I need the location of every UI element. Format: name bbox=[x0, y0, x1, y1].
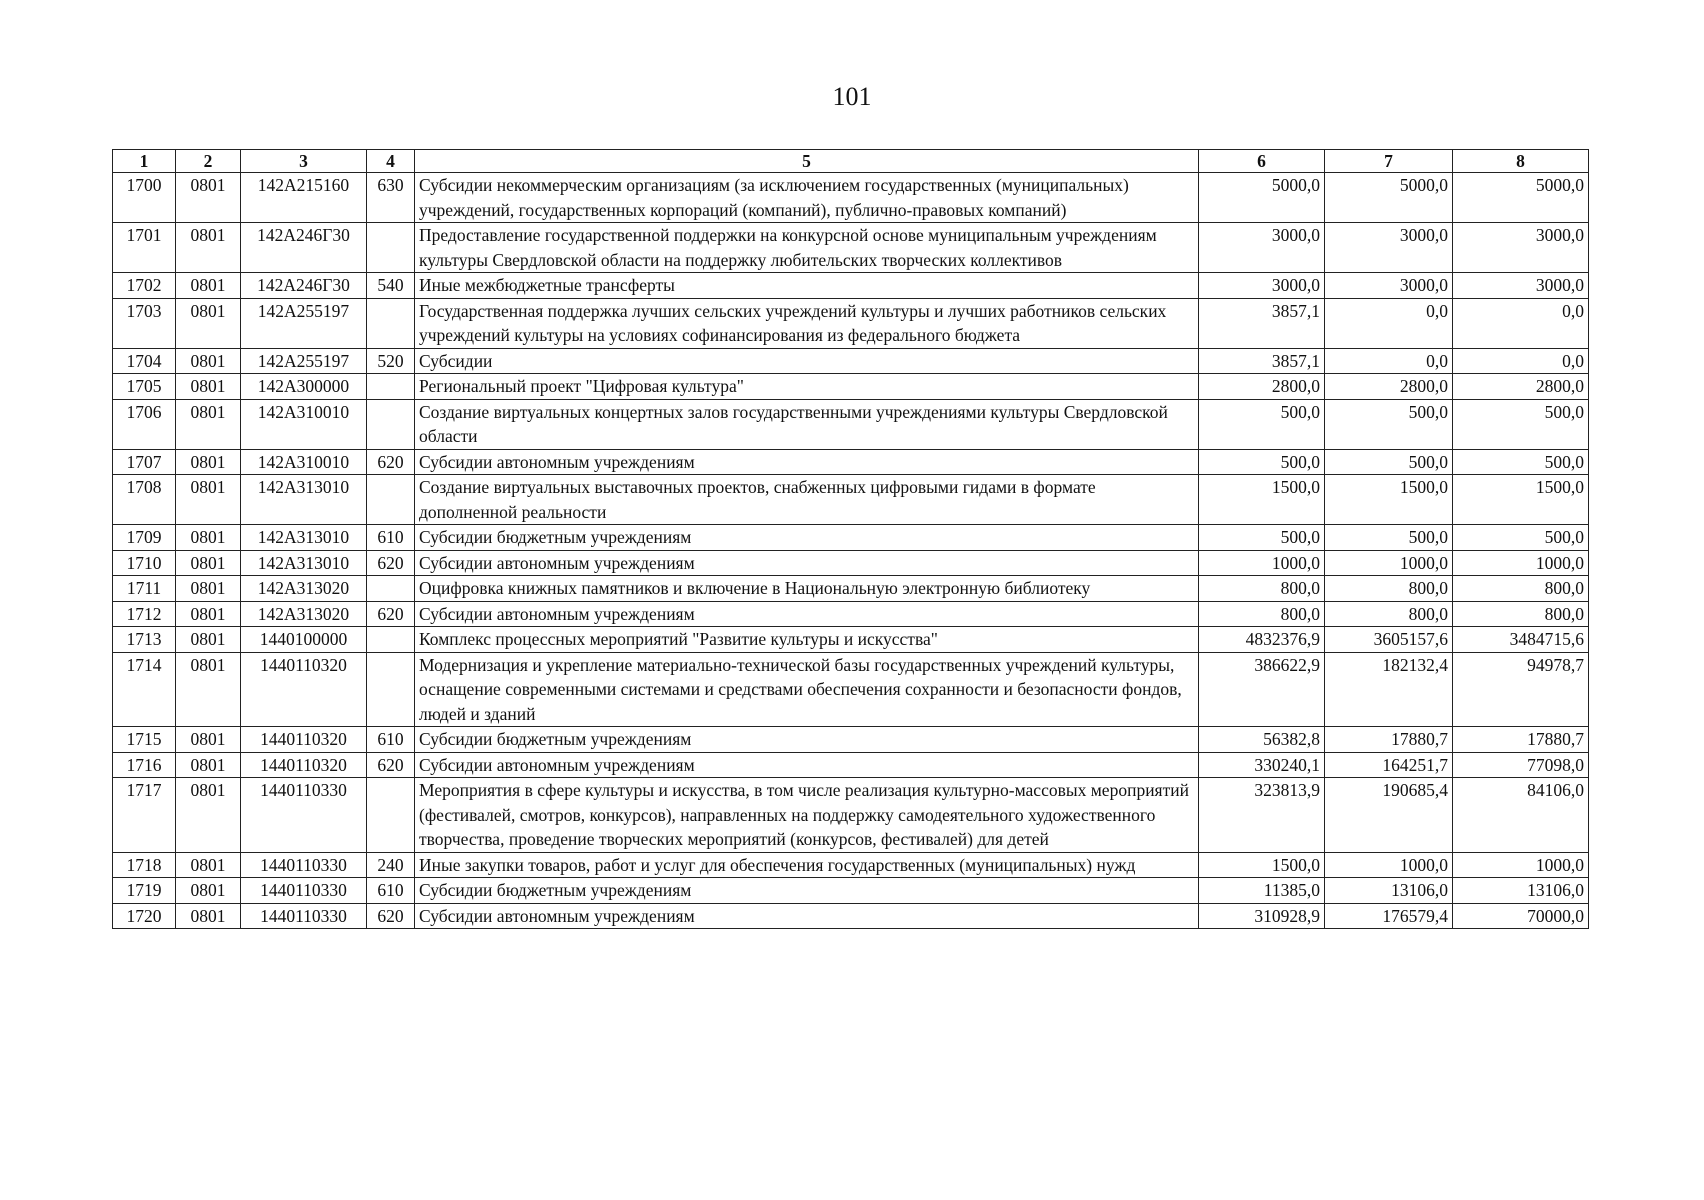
table-row bbox=[113, 601, 1589, 627]
description-cell: Иные межбюджетные трансферты bbox=[415, 273, 1199, 299]
column-header: 8 bbox=[1453, 150, 1589, 173]
description-cell: Субсидии автономным учреждениям bbox=[415, 903, 1199, 929]
expense-type-cell: 610 bbox=[367, 727, 415, 753]
table-row bbox=[113, 449, 1589, 475]
target-article-cell: 142A215160 bbox=[241, 173, 367, 223]
table-row bbox=[113, 399, 1589, 449]
target-article-cell: 142A310010 bbox=[241, 449, 367, 475]
amount-col8-cell: 500,0 bbox=[1453, 399, 1589, 449]
target-article-cell: 142A313010 bbox=[241, 525, 367, 551]
target-article-cell: 142A300000 bbox=[241, 374, 367, 400]
amount-col6-cell: 330240,1 bbox=[1199, 752, 1325, 778]
amount-col8-cell: 70000,0 bbox=[1453, 903, 1589, 929]
target-article-cell: 142A313020 bbox=[241, 576, 367, 602]
description-cell: Оцифровка книжных памятников и включение в Национальную электронную библиотеку bbox=[415, 576, 1199, 602]
expense-type-cell: 630 bbox=[367, 173, 415, 223]
expense-type-cell bbox=[367, 778, 415, 853]
table-row bbox=[113, 903, 1589, 929]
row-number-cell: 1718 bbox=[113, 852, 176, 878]
amount-col7-cell: 13106,0 bbox=[1325, 878, 1453, 904]
amount-col6-cell: 500,0 bbox=[1199, 449, 1325, 475]
table-row bbox=[113, 475, 1589, 525]
amount-col6-cell: 56382,8 bbox=[1199, 727, 1325, 753]
amount-col7-cell: 1000,0 bbox=[1325, 550, 1453, 576]
table-row bbox=[113, 778, 1589, 853]
expense-type-cell bbox=[367, 627, 415, 653]
expense-type-cell bbox=[367, 374, 415, 400]
section-code-cell: 0801 bbox=[176, 223, 241, 273]
description-cell: Субсидии bbox=[415, 348, 1199, 374]
row-number-cell: 1705 bbox=[113, 374, 176, 400]
amount-col7-cell: 1000,0 bbox=[1325, 852, 1453, 878]
section-code-cell: 0801 bbox=[176, 525, 241, 551]
amount-col6-cell: 310928,9 bbox=[1199, 903, 1325, 929]
target-article-cell: 142A310010 bbox=[241, 399, 367, 449]
column-header: 4 bbox=[367, 150, 415, 173]
description-cell: Комплекс процессных мероприятий "Развитие культуры и искусства" bbox=[415, 627, 1199, 653]
expense-type-cell bbox=[367, 223, 415, 273]
expense-type-cell: 520 bbox=[367, 348, 415, 374]
amount-col8-cell: 1000,0 bbox=[1453, 550, 1589, 576]
expense-type-cell: 540 bbox=[367, 273, 415, 299]
section-code-cell: 0801 bbox=[176, 273, 241, 299]
amount-col7-cell: 164251,7 bbox=[1325, 752, 1453, 778]
column-header: 7 bbox=[1325, 150, 1453, 173]
expense-type-cell: 620 bbox=[367, 903, 415, 929]
amount-col6-cell: 3000,0 bbox=[1199, 273, 1325, 299]
description-cell: Создание виртуальных концертных залов государственными учреждениями культуры Свердловской области bbox=[415, 399, 1199, 449]
section-code-cell: 0801 bbox=[176, 550, 241, 576]
target-article-cell: 1440110320 bbox=[241, 727, 367, 753]
amount-col6-cell: 800,0 bbox=[1199, 601, 1325, 627]
amount-col7-cell: 3000,0 bbox=[1325, 223, 1453, 273]
section-code-cell: 0801 bbox=[176, 752, 241, 778]
description-cell: Субсидии бюджетным учреждениям bbox=[415, 878, 1199, 904]
amount-col8-cell: 1000,0 bbox=[1453, 852, 1589, 878]
amount-col6-cell: 3857,1 bbox=[1199, 348, 1325, 374]
expense-type-cell bbox=[367, 399, 415, 449]
description-cell: Иные закупки товаров, работ и услуг для обеспечения государственных (муниципальных) нужд bbox=[415, 852, 1199, 878]
section-code-cell: 0801 bbox=[176, 903, 241, 929]
section-code-cell: 0801 bbox=[176, 652, 241, 727]
row-number-cell: 1719 bbox=[113, 878, 176, 904]
table-row bbox=[113, 727, 1589, 753]
amount-col8-cell: 94978,7 bbox=[1453, 652, 1589, 727]
amount-col7-cell: 190685,4 bbox=[1325, 778, 1453, 853]
section-code-cell: 0801 bbox=[176, 348, 241, 374]
amount-col8-cell: 1500,0 bbox=[1453, 475, 1589, 525]
table-row bbox=[113, 652, 1589, 727]
amount-col6-cell: 800,0 bbox=[1199, 576, 1325, 602]
description-cell: Субсидии бюджетным учреждениям bbox=[415, 525, 1199, 551]
section-code-cell: 0801 bbox=[176, 778, 241, 853]
description-cell: Субсидии автономным учреждениям bbox=[415, 449, 1199, 475]
section-code-cell: 0801 bbox=[176, 576, 241, 602]
section-code-cell: 0801 bbox=[176, 601, 241, 627]
amount-col8-cell: 77098,0 bbox=[1453, 752, 1589, 778]
row-number-cell: 1715 bbox=[113, 727, 176, 753]
expense-type-cell bbox=[367, 576, 415, 602]
description-cell: Предоставление государственной поддержки на конкурсной основе муниципальным учреждениям культуры Свердловской области на поддержку любительских творческих коллективов bbox=[415, 223, 1199, 273]
target-article-cell: 142A313010 bbox=[241, 550, 367, 576]
amount-col8-cell: 3000,0 bbox=[1453, 223, 1589, 273]
target-article-cell: 1440110330 bbox=[241, 878, 367, 904]
section-code-cell: 0801 bbox=[176, 173, 241, 223]
section-code-cell: 0801 bbox=[176, 852, 241, 878]
target-article-cell: 142A246Г30 bbox=[241, 223, 367, 273]
row-number-cell: 1708 bbox=[113, 475, 176, 525]
target-article-cell: 1440110320 bbox=[241, 752, 367, 778]
expense-type-cell: 620 bbox=[367, 550, 415, 576]
table-body bbox=[113, 173, 1589, 929]
table-header-row bbox=[113, 150, 1589, 173]
amount-col8-cell: 500,0 bbox=[1453, 449, 1589, 475]
row-number-cell: 1704 bbox=[113, 348, 176, 374]
table-row bbox=[113, 173, 1589, 223]
section-code-cell: 0801 bbox=[176, 374, 241, 400]
amount-col7-cell: 182132,4 bbox=[1325, 652, 1453, 727]
description-cell: Субсидии автономным учреждениям bbox=[415, 550, 1199, 576]
column-header: 3 bbox=[241, 150, 367, 173]
amount-col6-cell: 5000,0 bbox=[1199, 173, 1325, 223]
table-row bbox=[113, 223, 1589, 273]
amount-col6-cell: 1500,0 bbox=[1199, 475, 1325, 525]
description-cell: Субсидии некоммерческим организациям (за исключением государственных (муниципальных) учреждений, государственных корпораций (компаний), публично-правовых компаний) bbox=[415, 173, 1199, 223]
amount-col8-cell: 0,0 bbox=[1453, 298, 1589, 348]
row-number-cell: 1709 bbox=[113, 525, 176, 551]
amount-col7-cell: 17880,7 bbox=[1325, 727, 1453, 753]
description-cell: Субсидии бюджетным учреждениям bbox=[415, 727, 1199, 753]
amount-col6-cell: 11385,0 bbox=[1199, 878, 1325, 904]
row-number-cell: 1711 bbox=[113, 576, 176, 602]
expense-type-cell bbox=[367, 475, 415, 525]
amount-col7-cell: 3605157,6 bbox=[1325, 627, 1453, 653]
amount-col8-cell: 800,0 bbox=[1453, 601, 1589, 627]
amount-col7-cell: 2800,0 bbox=[1325, 374, 1453, 400]
expense-type-cell: 610 bbox=[367, 878, 415, 904]
target-article-cell: 142A246Г30 bbox=[241, 273, 367, 299]
target-article-cell: 142A255197 bbox=[241, 348, 367, 374]
amount-col6-cell: 386622,9 bbox=[1199, 652, 1325, 727]
section-code-cell: 0801 bbox=[176, 475, 241, 525]
amount-col7-cell: 500,0 bbox=[1325, 449, 1453, 475]
amount-col7-cell: 5000,0 bbox=[1325, 173, 1453, 223]
table-row bbox=[113, 273, 1589, 299]
description-cell: Создание виртуальных выставочных проектов, снабженных цифровыми гидами в формате дополненной реальности bbox=[415, 475, 1199, 525]
budget-table bbox=[112, 149, 1589, 929]
amount-col7-cell: 0,0 bbox=[1325, 298, 1453, 348]
table-row bbox=[113, 852, 1589, 878]
amount-col7-cell: 176579,4 bbox=[1325, 903, 1453, 929]
column-header: 1 bbox=[113, 150, 176, 173]
amount-col8-cell: 3484715,6 bbox=[1453, 627, 1589, 653]
section-code-cell: 0801 bbox=[176, 399, 241, 449]
target-article-cell: 1440110330 bbox=[241, 778, 367, 853]
amount-col8-cell: 13106,0 bbox=[1453, 878, 1589, 904]
section-code-cell: 0801 bbox=[176, 627, 241, 653]
table-row bbox=[113, 576, 1589, 602]
amount-col8-cell: 500,0 bbox=[1453, 525, 1589, 551]
row-number-cell: 1701 bbox=[113, 223, 176, 273]
row-number-cell: 1713 bbox=[113, 627, 176, 653]
amount-col7-cell: 500,0 bbox=[1325, 399, 1453, 449]
amount-col8-cell: 5000,0 bbox=[1453, 173, 1589, 223]
expense-type-cell bbox=[367, 652, 415, 727]
row-number-cell: 1702 bbox=[113, 273, 176, 299]
table-row bbox=[113, 525, 1589, 551]
table-row bbox=[113, 550, 1589, 576]
table-row bbox=[113, 627, 1589, 653]
table-row bbox=[113, 374, 1589, 400]
target-article-cell: 1440110320 bbox=[241, 652, 367, 727]
column-header: 2 bbox=[176, 150, 241, 173]
description-cell: Государственная поддержка лучших сельских учреждений культуры и лучших работников сельских учреждений культуры на условиях софинансирования из федерального бюджета bbox=[415, 298, 1199, 348]
row-number-cell: 1712 bbox=[113, 601, 176, 627]
amount-col7-cell: 500,0 bbox=[1325, 525, 1453, 551]
expense-type-cell bbox=[367, 298, 415, 348]
row-number-cell: 1706 bbox=[113, 399, 176, 449]
amount-col7-cell: 0,0 bbox=[1325, 348, 1453, 374]
amount-col8-cell: 84106,0 bbox=[1453, 778, 1589, 853]
target-article-cell: 1440110330 bbox=[241, 903, 367, 929]
description-cell: Модернизация и укрепление материально-технической базы государственных учреждений культуры, оснащение современными системами и средствами обеспечения сохранности и безопасности фондов, людей и зданий bbox=[415, 652, 1199, 727]
row-number-cell: 1714 bbox=[113, 652, 176, 727]
amount-col8-cell: 17880,7 bbox=[1453, 727, 1589, 753]
table-row bbox=[113, 348, 1589, 374]
section-code-cell: 0801 bbox=[176, 449, 241, 475]
amount-col7-cell: 800,0 bbox=[1325, 601, 1453, 627]
expense-type-cell: 620 bbox=[367, 449, 415, 475]
expense-type-cell: 620 bbox=[367, 601, 415, 627]
amount-col7-cell: 800,0 bbox=[1325, 576, 1453, 602]
section-code-cell: 0801 bbox=[176, 727, 241, 753]
amount-col8-cell: 3000,0 bbox=[1453, 273, 1589, 299]
table-row bbox=[113, 298, 1589, 348]
amount-col6-cell: 500,0 bbox=[1199, 525, 1325, 551]
description-cell: Мероприятия в сфере культуры и искусства, в том числе реализация культурно-массовых мероприятий (фестивалей, смотров, конкурсов), направленных на поддержку самодеятельного художественного творчества, проведение творческих мероприятий (конкурсов, фестивалей) для детей bbox=[415, 778, 1199, 853]
table-row bbox=[113, 752, 1589, 778]
amount-col7-cell: 3000,0 bbox=[1325, 273, 1453, 299]
expense-type-cell: 620 bbox=[367, 752, 415, 778]
description-cell: Субсидии автономным учреждениям bbox=[415, 752, 1199, 778]
row-number-cell: 1703 bbox=[113, 298, 176, 348]
amount-col6-cell: 3857,1 bbox=[1199, 298, 1325, 348]
amount-col8-cell: 800,0 bbox=[1453, 576, 1589, 602]
expense-type-cell: 610 bbox=[367, 525, 415, 551]
target-article-cell: 1440110330 bbox=[241, 852, 367, 878]
amount-col6-cell: 2800,0 bbox=[1199, 374, 1325, 400]
row-number-cell: 1700 bbox=[113, 173, 176, 223]
amount-col6-cell: 4832376,9 bbox=[1199, 627, 1325, 653]
column-header: 5 bbox=[415, 150, 1199, 173]
description-cell: Региональный проект "Цифровая культура" bbox=[415, 374, 1199, 400]
amount-col6-cell: 323813,9 bbox=[1199, 778, 1325, 853]
description-cell: Субсидии автономным учреждениям bbox=[415, 601, 1199, 627]
row-number-cell: 1710 bbox=[113, 550, 176, 576]
page-number: 101 bbox=[832, 82, 872, 111]
target-article-cell: 142A255197 bbox=[241, 298, 367, 348]
section-code-cell: 0801 bbox=[176, 298, 241, 348]
amount-col8-cell: 0,0 bbox=[1453, 348, 1589, 374]
amount-col6-cell: 3000,0 bbox=[1199, 223, 1325, 273]
table-row bbox=[113, 878, 1589, 904]
row-number-cell: 1717 bbox=[113, 778, 176, 853]
amount-col6-cell: 1000,0 bbox=[1199, 550, 1325, 576]
target-article-cell: 142A313010 bbox=[241, 475, 367, 525]
row-number-cell: 1707 bbox=[113, 449, 176, 475]
amount-col6-cell: 500,0 bbox=[1199, 399, 1325, 449]
amount-col6-cell: 1500,0 bbox=[1199, 852, 1325, 878]
section-code-cell: 0801 bbox=[176, 878, 241, 904]
column-header: 6 bbox=[1199, 150, 1325, 173]
target-article-cell: 142A313020 bbox=[241, 601, 367, 627]
amount-col8-cell: 2800,0 bbox=[1453, 374, 1589, 400]
expense-type-cell: 240 bbox=[367, 852, 415, 878]
target-article-cell: 1440100000 bbox=[241, 627, 367, 653]
row-number-cell: 1720 bbox=[113, 903, 176, 929]
amount-col7-cell: 1500,0 bbox=[1325, 475, 1453, 525]
row-number-cell: 1716 bbox=[113, 752, 176, 778]
